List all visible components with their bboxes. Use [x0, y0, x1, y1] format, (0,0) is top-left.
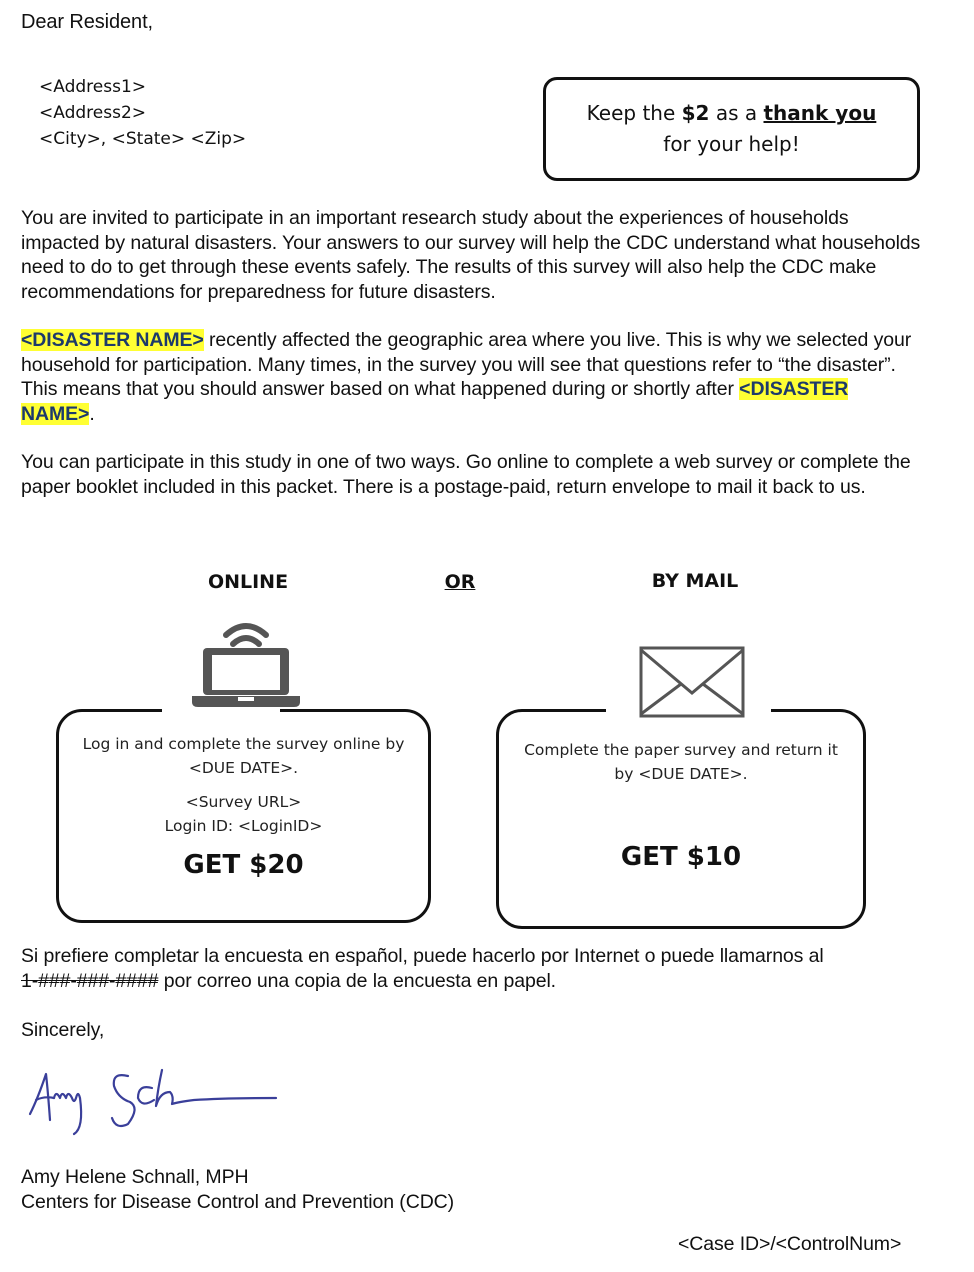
closing: Sincerely, — [21, 1019, 105, 1041]
thank-you-text: Keep the — [586, 101, 682, 125]
online-reward: GET $20 — [183, 850, 304, 880]
mail-reward: GET $10 — [620, 842, 742, 872]
signer-block — [21, 1165, 454, 1214]
address-line-1: <Address1> — [39, 77, 147, 97]
signer-name: Amy Helene Schnall, MPH — [21, 1166, 249, 1188]
disaster-paragraph-text: recently affected the geographic area where you live. This is why we selected your household for participation. Many times, in the survey you will see that questions refer to “the disaster”. This means that you should answer based on what happened during or shortly after — [21, 329, 912, 400]
online-instructions: Log in and complete the survey online by — [82, 735, 405, 753]
spanish-note-line-1: Si prefiere completar la encuesta en español, puede hacerlo por Internet o puede llamarnos al — [21, 945, 824, 967]
thank-you-emphasis: thank you — [763, 101, 877, 125]
envelope-icon — [639, 646, 745, 718]
spanish-note-line-2 — [21, 969, 941, 994]
online-heading: ONLINE — [207, 571, 289, 593]
spanish-note-text: por correo una copia de la encuesta en papel. — [158, 969, 556, 992]
intro-paragraph: You are invited to participate in an important research study about the experiences of households impacted by natural disasters. Your answers to our survey will help the CDC understand what households need to do to get through these events safely. The results of this survey will also help the CDC make recommendations for preparedness for future disasters. — [21, 207, 921, 303]
case-id: <Case ID>/<ControlNum> — [678, 1233, 902, 1255]
signature — [24, 1068, 284, 1140]
mail-option-box — [496, 709, 866, 929]
laptop-wifi-icon — [190, 615, 302, 710]
mail-due-date: by <DUE DATE>. — [614, 765, 748, 783]
login-id: Login ID: <LoginID> — [164, 817, 323, 835]
or-label: OR — [444, 571, 476, 593]
address-line-2: <Address2> — [39, 103, 147, 123]
mail-instructions: Complete the paper survey and return it — [524, 741, 838, 759]
survey-url: <Survey URL> — [185, 793, 302, 811]
participation-paragraph: You can participate in this study in one of two ways. Go online to complete a web survey or complete the paper booklet included in this packet. There is a postage-paid, return envelope to mail it back to us. — [21, 451, 911, 498]
disaster-name-placeholder-2: <DISASTER NAME> — [21, 378, 849, 425]
by-mail-heading: BY MAIL — [651, 570, 739, 592]
salutation: Dear Resident, — [21, 11, 153, 33]
disaster-paragraph — [21, 328, 921, 426]
mailing-address — [39, 74, 246, 152]
thank-you-box — [543, 77, 920, 181]
thank-you-amount: $2 — [681, 101, 710, 125]
online-due-date: <DUE DATE>. — [188, 759, 299, 777]
thank-you-text-2: as a — [709, 101, 764, 125]
disaster-name-placeholder: <DISASTER NAME> — [21, 329, 204, 351]
online-option-box — [56, 709, 431, 923]
address-line-3: <City>, <State> <Zip> — [39, 129, 247, 149]
phone-number: 1-###-###-#### — [21, 969, 159, 992]
disaster-paragraph-end: . — [89, 402, 95, 425]
spanish-note — [21, 944, 941, 993]
signer-organization: Centers for Disease Control and Prevention (CDC) — [21, 1190, 455, 1213]
thank-you-line-1 — [546, 98, 917, 129]
thank-you-line-2: for your help! — [663, 132, 800, 156]
